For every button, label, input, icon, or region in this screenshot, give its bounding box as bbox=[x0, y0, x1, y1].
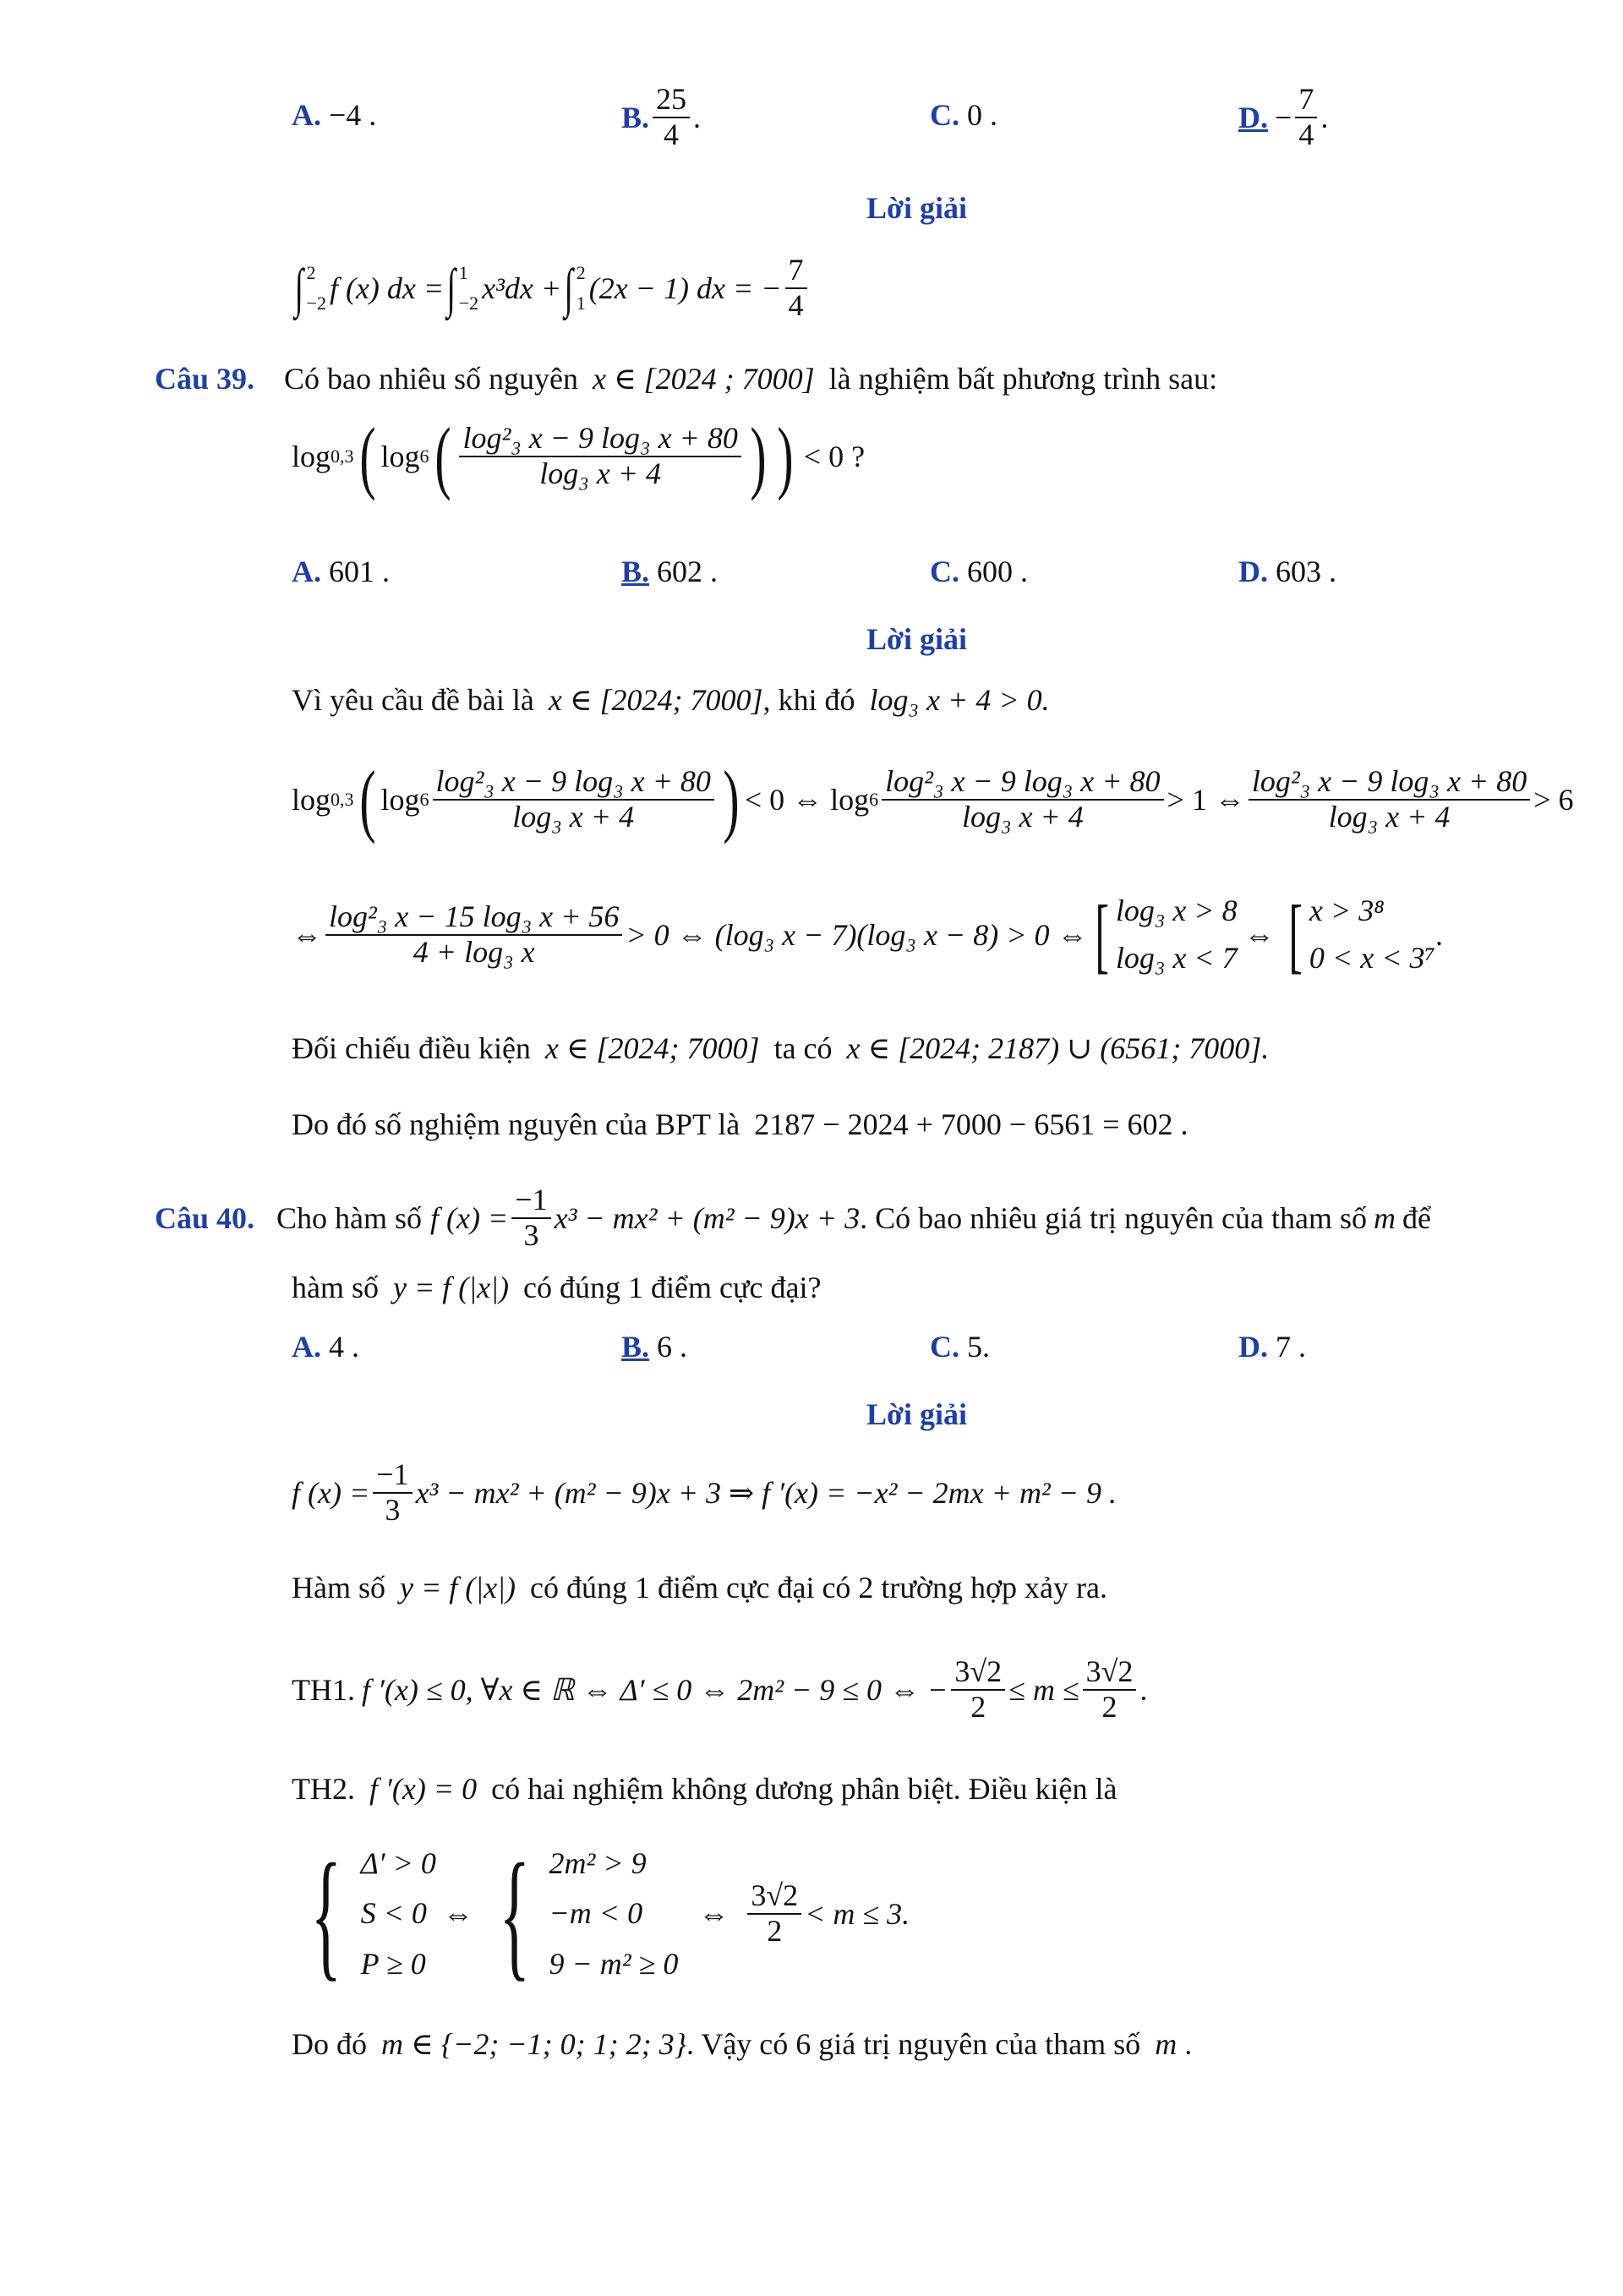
q40-option-b[interactable]: B. 6 . bbox=[621, 1330, 688, 1364]
option-letter: B. bbox=[621, 100, 650, 134]
q39-option-a[interactable]: A. 601 . bbox=[292, 555, 390, 588]
q39-equation-1: log 0,3 ( log 6 $\frac{\text{log²₃ x − 9 log₃ x + 80}}{\text{log₃ x + 4}}$ ) < 0 ⇔ log 6 $\frac{\text{log²₃ x − 9 log₃ x + 80}}{\text{log₃ x + 4}}$ > 1 ⇔ $\frac{\text{log²₃ x − 9 log₃ x + 80}}{\text{log₃ x + 4}}$ > 6 bbox=[292, 754, 1574, 845]
q38-solution-title: Lời giải bbox=[866, 191, 967, 225]
q40-th1: TH1. f ′(x) ≤ 0, ∀x ∈ ℝ ⇔ Δ′ ≤ 0 ⇔ 2m² − 9 ≤ 0 ⇔ − $\frac{3√2}{2}$ ≤ m ≤ $\frac{3√2}{2}$ . bbox=[292, 1654, 1148, 1724]
q38-option-a[interactable] bbox=[292, 100, 376, 130]
q40-option-c[interactable]: C. 5. bbox=[930, 1330, 990, 1364]
q38-option-d[interactable]: D. − $\frac{7}{4}$ . bbox=[1238, 82, 1329, 151]
q40-sol-derivative: f (x) = $\frac{-1}{3}$ x³ − mx² + (m² − 9)x + 3 ⇒ f ′(x) = −x² − 2mx + m² − 9 . bbox=[292, 1457, 1118, 1527]
q39-option-b[interactable]: B. 602 . bbox=[621, 555, 719, 588]
q39-sol-line1: Vì yêu cầu đề bài là x ∈ [2024; 7000], khi đó log₃ x + 4 > 0. bbox=[292, 683, 1050, 717]
q39-compare-line: Đối chiếu điều kiện x ∈ [2024; 7000] ta có x ∈ [2024; 2187) ∪ (6561; 7000]. bbox=[292, 1031, 1270, 1065]
q40-final-line: Do đó m ∈ {−2; −1; 0; 1; 2; 3}. Vậy có 6 giá trị nguyên của tham số m . bbox=[292, 2027, 1193, 2061]
q40-solution-title: Lời giải bbox=[866, 1397, 967, 1431]
option-value: 0 . bbox=[967, 98, 997, 132]
q38-option-b[interactable]: B. $\frac{25}{4}$ . bbox=[621, 82, 702, 151]
fraction: $\frac{-1}{3}$ bbox=[511, 1184, 550, 1252]
q40-sol-line2: Hàm số y = f (|x|) có đúng 1 điểm cực đại có 2 trường hợp xảy ra. bbox=[292, 1571, 1107, 1604]
fraction: $\frac{\text{log²₃ x − 9 log₃ x + 80}}{\text{log₃ x + 4}}$ bbox=[1249, 765, 1530, 834]
q39-option-c[interactable]: C. 600 . bbox=[930, 555, 1028, 588]
fraction: $\frac{3√2}{2}$ bbox=[1083, 1655, 1137, 1724]
question-label: Câu 40. bbox=[155, 1200, 255, 1235]
fraction: $\frac{\text{log²₃ x − 9 log₃ x + 80}}{\text{log₃ x + 4}}$ bbox=[433, 765, 714, 834]
fraction: $\frac{3√2}{2}$ bbox=[747, 1879, 801, 1948]
option-value: −4 . bbox=[329, 98, 377, 132]
q39-option-d[interactable]: D. 603 . bbox=[1238, 555, 1336, 588]
q40-stem-line1: Câu 40. Cho hàm số f (x) = $\frac{-1}{3}$ x³ − mx² + (m² − 9)x + 3 . Có bao nhiêu giá trị nguyên của tham số m để bbox=[155, 1183, 1431, 1252]
q39-inequality: log 0,3 ( log 6 ( $\frac{\text{log²₃ x − 9 log₃ x + 80}}{\text{log₃ x + 4}}$ ) ) < 0 ? bbox=[292, 411, 866, 501]
option-letter: C. bbox=[930, 98, 959, 132]
q40-th2: TH2. f ′(x) = 0 có hai nghiệm không dương phân biệt. Điều kiện là bbox=[292, 1772, 1118, 1806]
fraction: $\frac{\text{log²₃ x − 9 log₃ x + 80}}{\text{log₃ x + 4}}$ bbox=[882, 765, 1163, 834]
fraction: $\frac{3√2}{2}$ bbox=[951, 1655, 1005, 1724]
q39-stem: Câu 39. Có bao nhiêu số nguyên x ∈ [2024 ; 7000] là nghiệm bất phương trình sau: bbox=[155, 362, 1218, 396]
q40-option-d[interactable]: D. 7 . bbox=[1238, 1330, 1306, 1364]
option-letter: D. bbox=[1238, 100, 1268, 134]
q40-option-a[interactable]: A. 4 . bbox=[292, 1330, 359, 1364]
q40-stem-line2: hàm số y = f (|x|) có đúng 1 điểm cực đại? bbox=[292, 1271, 822, 1304]
question-label: Câu 39. bbox=[155, 362, 255, 396]
q39-equation-2: ⇔ $\frac{\text{log²₃ x − 15 log₃ x + 56}}{\text{4 + log₃ x}}$ > 0 ⇔ (log₃ x − 7)(log₃ x − 8) > 0 ⇔ [ log₃ x > 8 log₃ x < 7 ⇔ [ x > 3⁸ 0 < x < 3⁷ . bbox=[292, 887, 1444, 981]
fraction: $\frac{\text{log²₃ x − 15 log₃ x + 56}}{\text{4 + log₃ x}}$ bbox=[325, 900, 622, 969]
fraction: $\frac{-1}{3}$ bbox=[373, 1458, 412, 1527]
q39-final-line: Do đó số nghiệm nguyên của BPT là 2187 − 2024 + 7000 − 6561 = 602 . bbox=[292, 1107, 1189, 1141]
fraction: $\frac{7}{4}$ bbox=[1295, 83, 1317, 151]
q39-solution-title: Lời giải bbox=[866, 622, 967, 656]
q38-option-c[interactable] bbox=[930, 100, 997, 130]
q40-system: { Δ′ > 0 S < 0 P ≥ 0 ⇔ { 2m² > 9 −m < 0 9 − m² ≥ 0 ⇔ $\frac{3√2}{2}$ < m ≤ 3. bbox=[310, 1834, 910, 1994]
fraction: $\frac{7}{4}$ bbox=[785, 254, 807, 322]
q38-integral-equation: ∫ 2 −2 f (x) dx = ∫ 1 −2 x³dx + ∫ 2 1 (2x − 1) dx = − $\frac{7}{4}$ bbox=[292, 254, 811, 322]
option-letter: A. bbox=[292, 98, 321, 132]
fraction: $\frac{25}{4}$ bbox=[653, 83, 690, 151]
fraction: $\frac{\text{log²₃ x − 9 log₃ x + 80}}{\text{log₃ x + 4}}$ bbox=[459, 422, 740, 490]
